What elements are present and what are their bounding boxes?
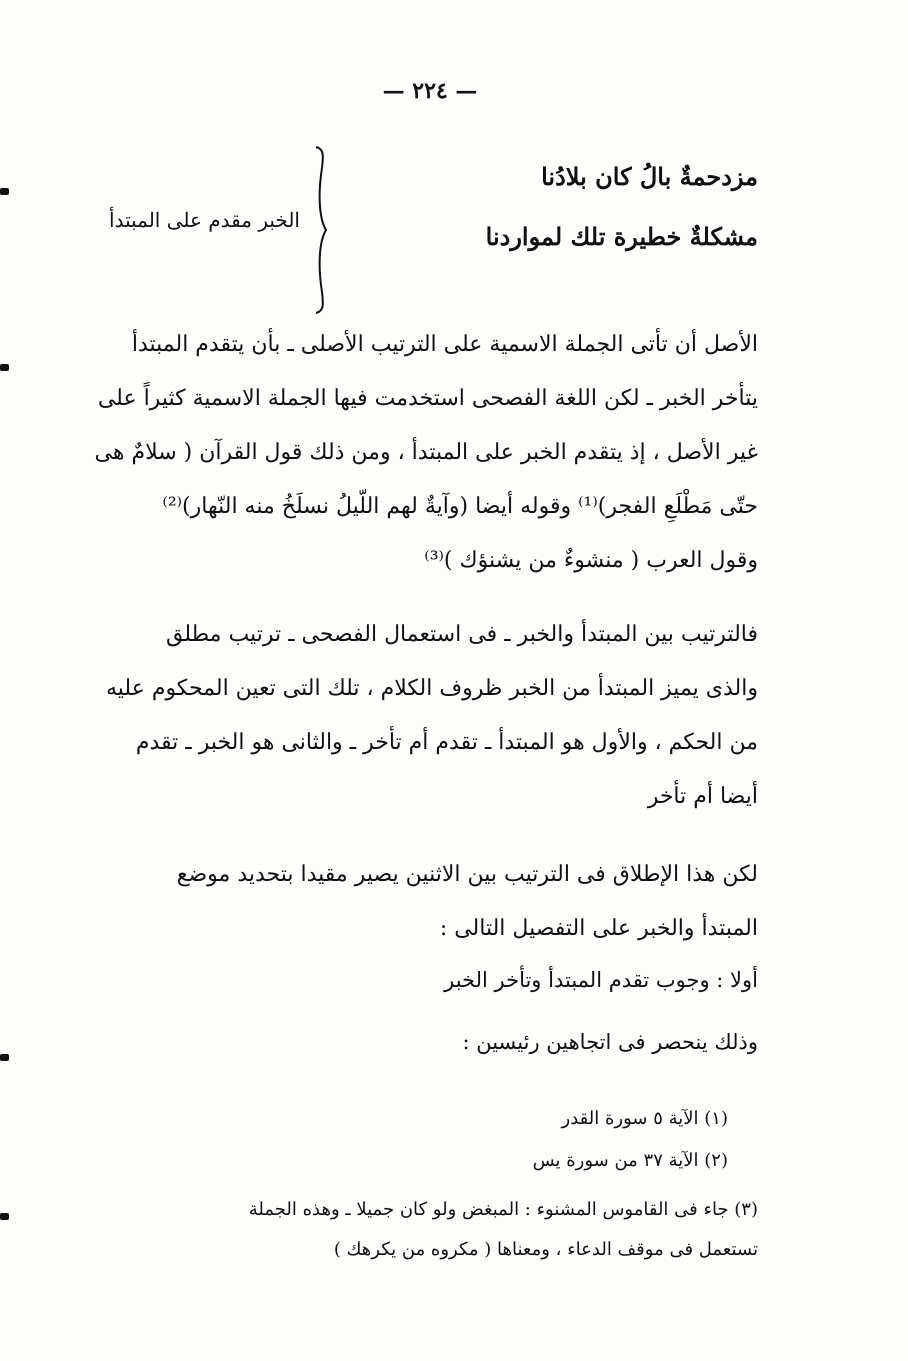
text-line: يتأخر الخبر ـ لكن اللغة الفصحى استخدمت فيها الجملة الاسمية كثيراً على	[97, 386, 758, 411]
binding-mark	[0, 188, 9, 195]
text-line: وقول العرب ( منشوءٌ من يشنؤك )⁽³⁾	[424, 548, 758, 573]
footnote-3	[108, 1190, 758, 1270]
text-line: حتّى مَطْلَعِ الفجر)⁽¹⁾ وقوله أيضا (وآيةٌ لهم اللّيلُ نسلَخُ منه النّهار)⁽²⁾	[162, 494, 758, 519]
text-line: فالترتيب بين المبتدأ والخبر ـ فى استعمال الفصحى ـ ترتيب مطلق	[166, 622, 758, 647]
curly-brace	[312, 145, 328, 315]
paragraph-1	[94, 318, 758, 588]
side-note: الخبر مقدم على المبتدأ	[109, 208, 300, 232]
example-sentence-2: مشكلةٌ خطيرة تلك لمواردنا	[485, 222, 758, 251]
text-line: المبتدأ والخبر على التفصيل التالى :	[439, 916, 758, 941]
footnote-2: (٢) الآية ٣٧ من سورة يس	[532, 1150, 728, 1171]
text-line: لكن هذا الإطلاق فى الترتيب بين الاثنين يصير مقيدا بتحديد موضع	[176, 862, 758, 887]
text-line: من الحكم ، والأول هو المبتدأ ـ تقدم أم تأخر ـ والثانى هو الخبر ـ تقدم	[135, 730, 758, 755]
list-item-1: أولا : وجوب تقدم المبتدأ وتأخر الخبر	[444, 968, 758, 992]
footnote-1: (١) الآية ٥ سورة القدر	[561, 1108, 728, 1129]
text-line: غير الأصل ، إذ يتقدم الخبر على المبتدأ ، ومن ذلك قول القرآن ( سلامٌ هى	[94, 440, 758, 465]
page-number: — ٢٢٤ —	[382, 78, 478, 104]
list-item-2: وذلك ينحصر فى اتجاهين رئيسين :	[462, 1030, 758, 1054]
binding-mark	[0, 1213, 9, 1220]
footnote-line: (٣) جاء فى القاموس المشنوء : المبغض ولو كان جميلا ـ وهذه الجملة	[248, 1199, 758, 1220]
binding-mark	[0, 364, 9, 371]
example-sentence-1: مزدحمةٌ بالُ كان بلادُنا	[541, 162, 758, 191]
text-line: والذى يميز المبتدأ من الخبر ظروف الكلام ، تلك التى تعين المحكوم عليه	[105, 676, 758, 701]
paragraph-3	[108, 848, 758, 956]
text-line: الأصل أن تأتى الجملة الاسمية على الترتيب الأصلى ـ بأن يتقدم المبتدأ	[131, 332, 758, 357]
binding-mark	[0, 1054, 9, 1061]
text-line: أيضا أم تأخر	[647, 784, 758, 809]
paragraph-2	[105, 608, 758, 824]
footnote-line: تستعمل فى موقف الدعاء ، ومعناها ( مكروه من يكرهك )	[333, 1239, 758, 1260]
